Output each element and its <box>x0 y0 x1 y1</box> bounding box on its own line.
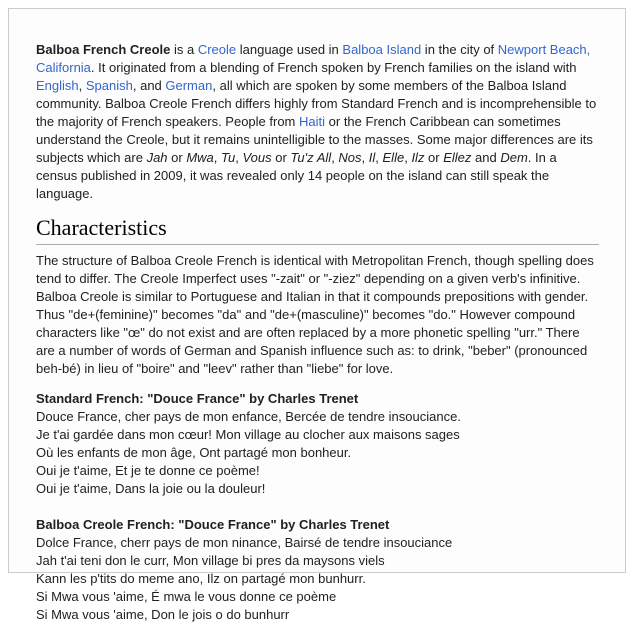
italic-term: Vous <box>242 150 272 165</box>
text-run: . In a census published in 2009, it was revealed only 14 people on the island can still speak the language. <box>36 150 557 201</box>
wiki-link[interactable]: Balboa Island <box>342 42 422 57</box>
text-run: or <box>424 150 444 165</box>
wiki-link[interactable]: German <box>165 78 213 93</box>
text-run: , all which are spoken by some members of the Balboa Island community. Balboa Creole French differs highly from Standard French and is incomprehensible to the majority of French speakers. People from <box>36 78 597 129</box>
wiki-link[interactable]: English <box>36 78 79 93</box>
characteristics-paragraph: The structure of Balboa Creole French is identical with Metropolitan French, though spelling does tend to differ. The Creole Imperfect uses "-zait" or "-ziez" depending on a given verb's infinitive. Balboa Creole is similar to Portuguese and Italian in that it compounds prepositions with gender. Thus "de+(feminine)" becomes "da" and "de+(masculine)" becomes "do." However compound characters like "œ" do not exist and are often replaced by a more phonetic spelling "urr." There are a number of words of German and Spanish influence such as: to drink, "beber" (pronounced beh-bé) in lieu of "boire" and "leev" rather than "liebe" for love. <box>36 253 594 376</box>
text-run: or <box>167 150 187 165</box>
poem-standard-french <box>36 390 599 498</box>
wiki-link[interactable]: Newport Beach, California <box>36 42 591 75</box>
italic-term: Ellez <box>443 150 472 165</box>
text-run: or <box>271 150 291 165</box>
poem-lines-standard-french <box>36 408 599 498</box>
text-run: or the French Caribbean can sometimes understand the Creole, but it remains unintelligible to the masses. Some major differences are its subjects which are <box>36 114 593 165</box>
italic-term: Tu'z All <box>290 150 332 165</box>
italic-term: Il <box>368 150 376 165</box>
poem-line: Je t'ai gardée dans mon cœur! Mon village au clocher aux maisons sages <box>36 427 460 442</box>
poem-line: Où les enfants de mon âge, Ont partagé mon bonheur. <box>36 445 352 460</box>
text-run: is a <box>170 42 198 57</box>
text-run: , <box>78 78 86 93</box>
poem-line: Oui je t'aime, Et je te donne ce poème! <box>36 463 260 478</box>
wiki-link[interactable]: Haiti <box>299 114 326 129</box>
poem-heading-balboa-creole: Balboa Creole French: "Douce France" by Charles Trenet <box>36 517 390 532</box>
text-run: , and <box>132 78 166 93</box>
text-run: in the city of <box>421 42 498 57</box>
poem-line: Douce France, cher pays de mon enfance, Bercée de tendre insouciance. <box>36 409 461 424</box>
bold-lead-term: Balboa French Creole <box>36 42 171 57</box>
text-run: , <box>235 150 243 165</box>
poem-line: Jah t'ai teni don le curr, Mon village bi pres da maysons viels <box>36 553 385 568</box>
text-run: . It originated from a blending of French spoken by French families on the island with <box>90 60 577 75</box>
intro-paragraph <box>36 41 599 203</box>
article-container <box>8 8 626 622</box>
poem-line: Si Mwa vous 'aime, Don le jois o do bunhurr <box>36 607 290 622</box>
text-run: , <box>213 150 222 165</box>
italic-term: Jah <box>146 150 168 165</box>
section-heading-characteristics: Characteristics <box>36 215 599 245</box>
italic-term: Ilz <box>411 150 425 165</box>
italic-term: Dem <box>500 150 528 165</box>
poem-line: Dolce France, cherr pays de mon ninance, Bairsé de tendre insouciance <box>36 535 453 550</box>
poem-balboa-creole <box>36 516 599 624</box>
italic-term: Tu <box>221 150 236 165</box>
italic-term: Nos <box>338 150 362 165</box>
poem-lines-balboa-creole <box>36 534 599 624</box>
text-run: , <box>361 150 369 165</box>
wiki-link[interactable]: Creole <box>197 42 237 57</box>
text-run: , <box>404 150 412 165</box>
poem-line: Kann les p'tits do meme ano, Ilz on partagé mon bunhurr. <box>36 571 366 586</box>
poem-line: Si Mwa vous 'aime, É mwa le vous donne ce poème <box>36 589 337 604</box>
poem-heading-standard-french: Standard French: "Douce France" by Charles Trenet <box>36 391 359 406</box>
italic-term: Elle <box>382 150 405 165</box>
poem-line: Oui je t'aime, Dans la joie ou la douleur! <box>36 481 266 496</box>
text-run: , <box>331 150 339 165</box>
text-run: language used in <box>236 42 343 57</box>
italic-term: Mwa <box>186 150 214 165</box>
text-run: , <box>375 150 383 165</box>
text-run: and <box>471 150 501 165</box>
wiki-link[interactable]: Spanish <box>85 78 133 93</box>
